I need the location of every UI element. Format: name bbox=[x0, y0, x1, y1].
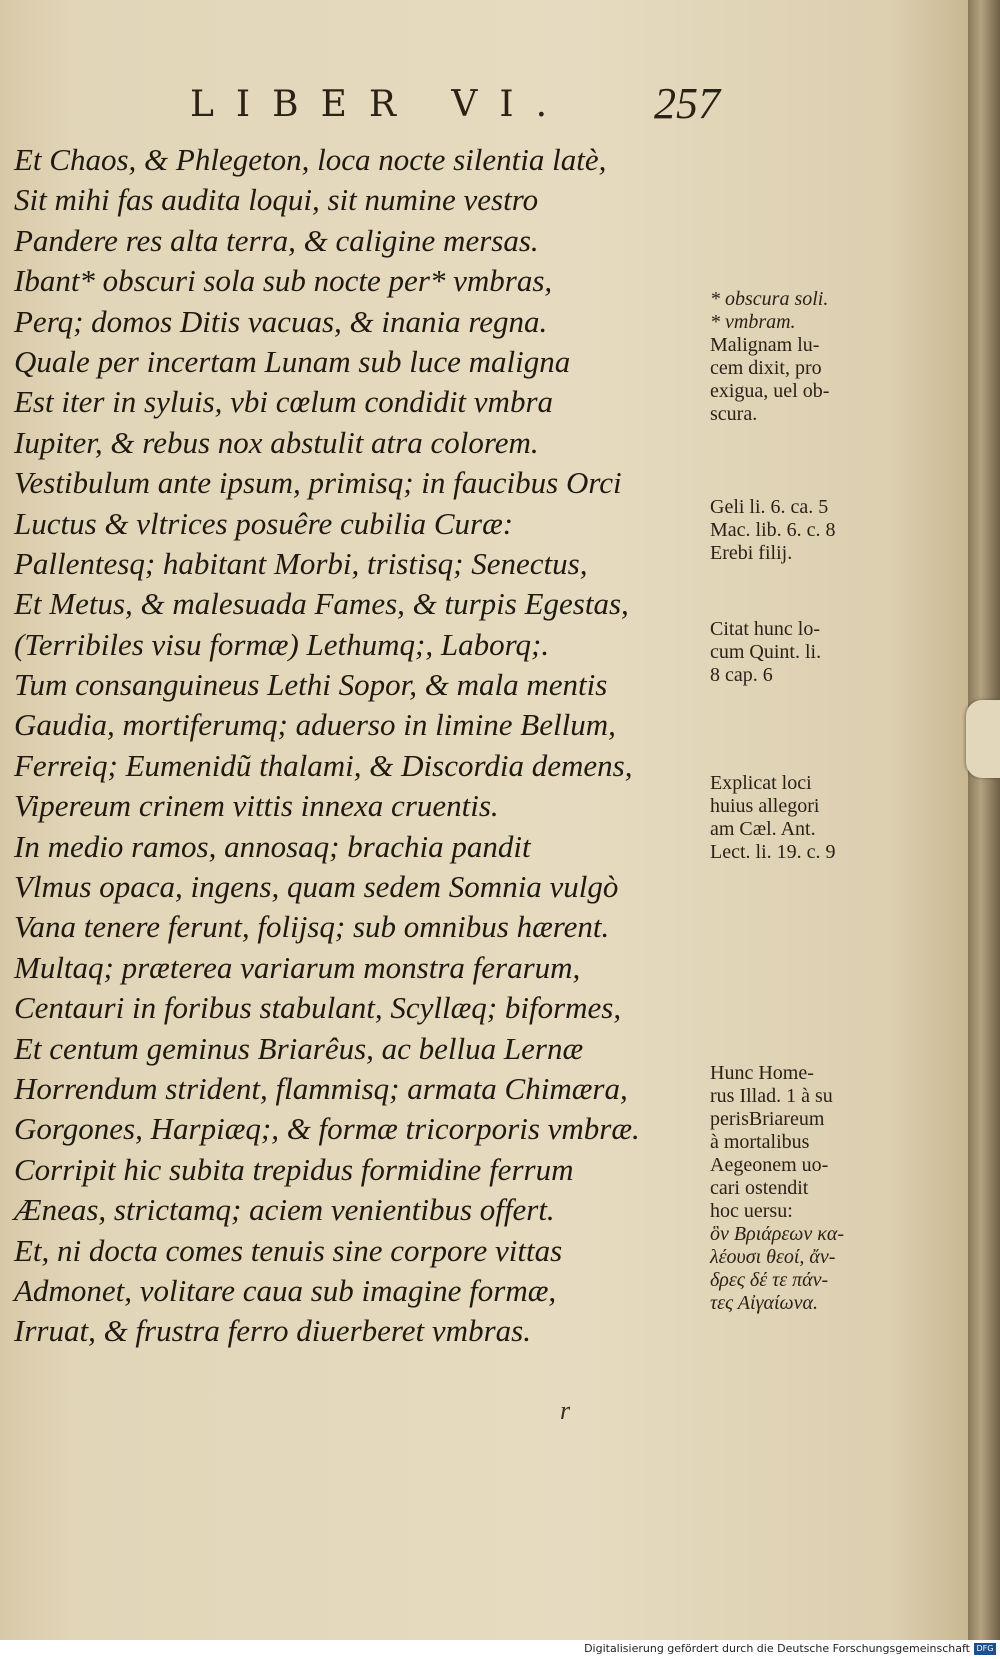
verse-line: Ibant* obscuri sola sub nocte per* vmbras, bbox=[14, 263, 553, 299]
footer-bar bbox=[0, 1640, 1000, 1659]
verse-line: Iupiter, & rebus nox abstulit atra colorem. bbox=[14, 424, 539, 460]
page-tab bbox=[966, 700, 1000, 778]
verse-line: Vana tenere ferunt, folijsq; sub omnibus hærent. bbox=[14, 909, 610, 945]
verse-line: Et Chaos, & Phlegeton, loca nocte silentia latè, bbox=[14, 142, 607, 177]
note-line: Erebi filij. bbox=[710, 542, 793, 564]
note-line: cum Quint. li. bbox=[710, 641, 822, 663]
margin-note bbox=[710, 288, 894, 426]
note-line: * obscura soli. bbox=[710, 288, 829, 310]
note-line: cem dixit, pro bbox=[710, 357, 822, 379]
verse-line: Ferreiq; Eumenidũ thalami, & Discordia demens, bbox=[14, 747, 633, 783]
note-line: δρες δέ τε πάν- bbox=[710, 1269, 829, 1291]
note-line: Lect. li. 19. c. 9 bbox=[710, 841, 836, 863]
stray-mark: r bbox=[560, 1396, 571, 1425]
note-line: ὃν Βριάρεων κα- bbox=[710, 1223, 844, 1245]
note-line: à mortalibus bbox=[710, 1131, 810, 1153]
verse-line: Irruat, & frustra ferro diuerberet vmbras. bbox=[14, 1313, 531, 1349]
margin-note bbox=[710, 618, 894, 687]
page-edge bbox=[968, 0, 1000, 1640]
verse-line: Tum consanguineus Lethi Sopor, & mala mentis bbox=[14, 667, 608, 703]
footer-credit: Digitalisierung gefördert durch die Deutsche Forschungsgemeinschaft bbox=[584, 1642, 970, 1655]
verse-line: Centauri in foribus stabulant, Scyllæq; biformes, bbox=[14, 990, 622, 1026]
note-line: Hunc Home- bbox=[710, 1062, 814, 1084]
page-number: 257 bbox=[654, 79, 720, 128]
note-line: perisBriareum bbox=[710, 1108, 825, 1130]
note-line: Malignam lu- bbox=[710, 334, 820, 356]
note-line: rus Illad. 1 à su bbox=[710, 1085, 833, 1107]
verse-line: Quale per incertam Lunam sub luce maligna bbox=[14, 343, 571, 379]
note-line: cari ostendit bbox=[710, 1177, 809, 1199]
margin-note bbox=[710, 772, 894, 864]
verse-line: Admonet, volitare caua sub imagine formæ, bbox=[14, 1272, 557, 1308]
note-line: * vmbram. bbox=[710, 311, 796, 333]
note-line: am Cæl. Ant. bbox=[710, 818, 816, 840]
verse-line: Pallentesq; habitant Morbi, tristisq; Senectus, bbox=[14, 545, 588, 581]
note-line: Geli li. 6. ca. 5 bbox=[710, 496, 829, 518]
note-line: Explicat loci bbox=[710, 772, 812, 794]
margin-note bbox=[710, 496, 894, 565]
note-line: exigua, uel ob- bbox=[710, 380, 830, 402]
verse-line: Sit mihi fas audita loqui, sit numine vestro bbox=[14, 182, 539, 218]
verse-line: Perq; domos Ditis vacuas, & inania regna. bbox=[14, 303, 548, 339]
note-line: 8 cap. 6 bbox=[710, 664, 773, 686]
note-line: Citat hunc lo- bbox=[710, 618, 820, 640]
verse-line: Est iter in syluis, vbi cœlum condidit vmbra bbox=[14, 384, 554, 420]
verse-line: Vlmus opaca, ingens, quam sedem Somnia vulgò bbox=[14, 869, 619, 905]
note-line: τες Αἰγαίωνα. bbox=[710, 1292, 818, 1314]
dfg-logo-icon: DFG bbox=[974, 1643, 996, 1655]
note-line: huius allegori bbox=[710, 795, 820, 817]
verse-line: Vestibulum ante ipsum, primisq; in faucibus Orci bbox=[14, 465, 622, 501]
verse-line: Et Metus, & malesuada Fames, & turpis Egestas, bbox=[14, 586, 629, 622]
verse-line: Gaudia, mortiferumq; aduerso in limine Bellum, bbox=[14, 707, 616, 743]
verse-line: Horrendum strident, flammisq; armata Chimæra, bbox=[14, 1070, 628, 1106]
verse-line: Et, ni docta comes tenuis sine corpore vittas bbox=[14, 1232, 563, 1268]
note-line: hoc uersu: bbox=[710, 1200, 793, 1222]
verse-line: Et centum geminus Briarêus, ac bellua Lernæ bbox=[14, 1030, 584, 1066]
verse-line: Corripit hic subita trepidus formidine ferrum bbox=[14, 1151, 574, 1187]
verse-line: Gorgones, Harpiæq;, & formæ tricorporis vmbræ. bbox=[14, 1111, 640, 1147]
verse-line: Luctus & vltrices posuêre cubilia Curæ: bbox=[14, 505, 514, 541]
verse-line: Multaq; præterea variarum monstra ferarum, bbox=[14, 949, 581, 985]
note-line: Mac. lib. 6. c. 8 bbox=[710, 519, 836, 541]
margin-note bbox=[710, 1062, 894, 1315]
verse-text bbox=[14, 140, 714, 1352]
verse-line: Pandere res alta terra, & caligine mersas. bbox=[14, 222, 539, 258]
page-header bbox=[190, 79, 750, 134]
verse-line: In medio ramos, annosaq; brachia pandit bbox=[14, 828, 531, 864]
running-title: LIBER VI. bbox=[190, 84, 570, 125]
verse-line: Vipereum crinem vittis innexa cruentis. bbox=[14, 788, 499, 824]
verse-line: Æneas, strictamq; aciem venientibus offert. bbox=[14, 1192, 555, 1228]
note-line: Aegeonem uo- bbox=[710, 1154, 829, 1176]
note-line: scura. bbox=[710, 403, 758, 425]
note-line: λέουσι θεοί, ἄν- bbox=[710, 1246, 836, 1268]
verse-line: (Terribiles visu formæ) Lethumq;, Laborq;. bbox=[14, 626, 550, 662]
